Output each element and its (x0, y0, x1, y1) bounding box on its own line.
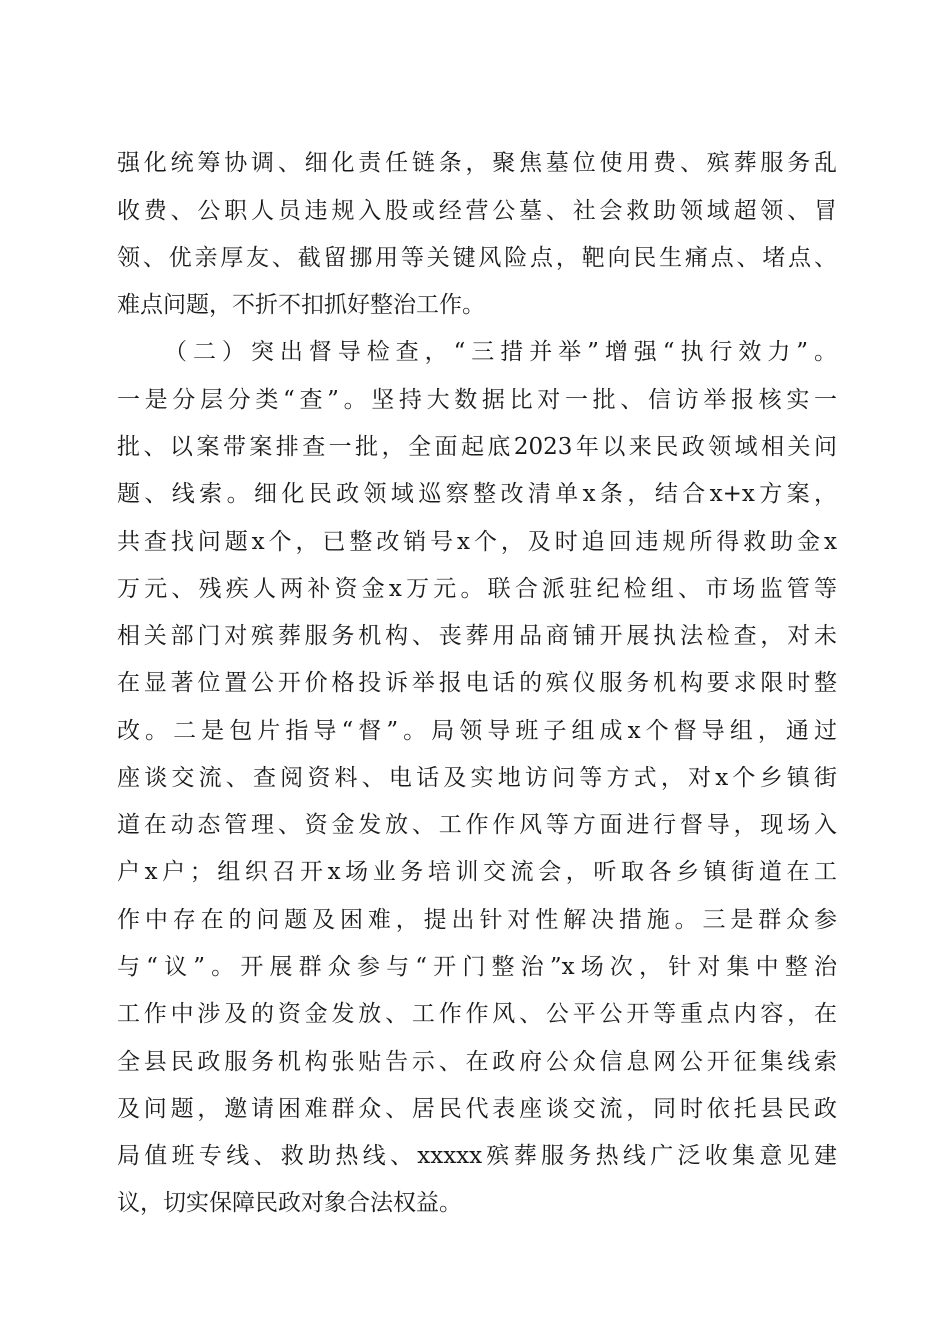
text-line: 及问题，邀请困难群众、居民代表座谈交流，同时依托县民政 (117, 1096, 837, 1122)
text-line: 道在动态管理、资金发放、工作作风等方面进行督导，现场入 (117, 812, 837, 838)
text-line: 户x户；组织召开x场业务培训交流会，听取各乡镇街道在工 (117, 859, 837, 885)
text-line: 批、以案带案排查一批，全面起底2023年以来民政领域相关问 (117, 434, 837, 460)
text-line: 一是分层分类“查”。坚持大数据比对一批、信访举报核实一 (117, 387, 837, 413)
text-line: 万元、残疾人两补资金x万元。联合派驻纪检组、市场监管等 (117, 576, 837, 602)
text-line: 全县民政服务机构张贴告示、在政府公众信息网公开征集线索 (117, 1049, 837, 1075)
text-line: 题、线索。细化民政领域巡察整改清单x条，结合x+x方案， (117, 481, 837, 507)
text-line: 强化统筹协调、细化责任链条，聚焦墓位使用费、殡葬服务乱 (117, 150, 837, 176)
text-line: 作中存在的问题及困难，提出针对性解决措施。三是群众参 (117, 907, 837, 933)
text-line: 收费、公职人员违规入股或经营公墓、社会救助领域超领、冒 (117, 198, 837, 224)
section-heading: （二）突出督导检查，“三措并举”增强“执行效力”。 (164, 339, 837, 365)
text-line: 改。二是包片指导“督”。局领导班子组成x个督导组，通过 (117, 718, 837, 744)
text-line: 相关部门对殡葬服务机构、丧葬用品商铺开展执法检查，对未 (117, 623, 837, 649)
text-line: 与“议”。开展群众参与“开门整治”x场次，针对集中整治 (117, 954, 837, 980)
text-line: 在显著位置公开价格投诉举报电话的殡仪服务机构要求限时整 (117, 670, 837, 696)
text-line: 议，切实保障民政对象合法权益。 (117, 1190, 462, 1216)
text-line: 领、优亲厚友、截留挪用等关键风险点，靶向民生痛点、堵点、 (117, 245, 837, 271)
text-line: 局值班专线、救助热线、xxxxx殡葬服务热线广泛收集意见建 (117, 1143, 837, 1169)
text-line: 工作中涉及的资金发放、工作作风、公平公开等重点内容，在 (117, 1001, 837, 1027)
text-line: 难点问题，不折不扣抓好整治工作。 (117, 292, 485, 318)
text-line: 共查找问题x个，已整改销号x个，及时追回违规所得救助金x (117, 529, 837, 555)
text-line: 座谈交流、查阅资料、电话及实地访问等方式，对x个乡镇街 (117, 765, 837, 791)
